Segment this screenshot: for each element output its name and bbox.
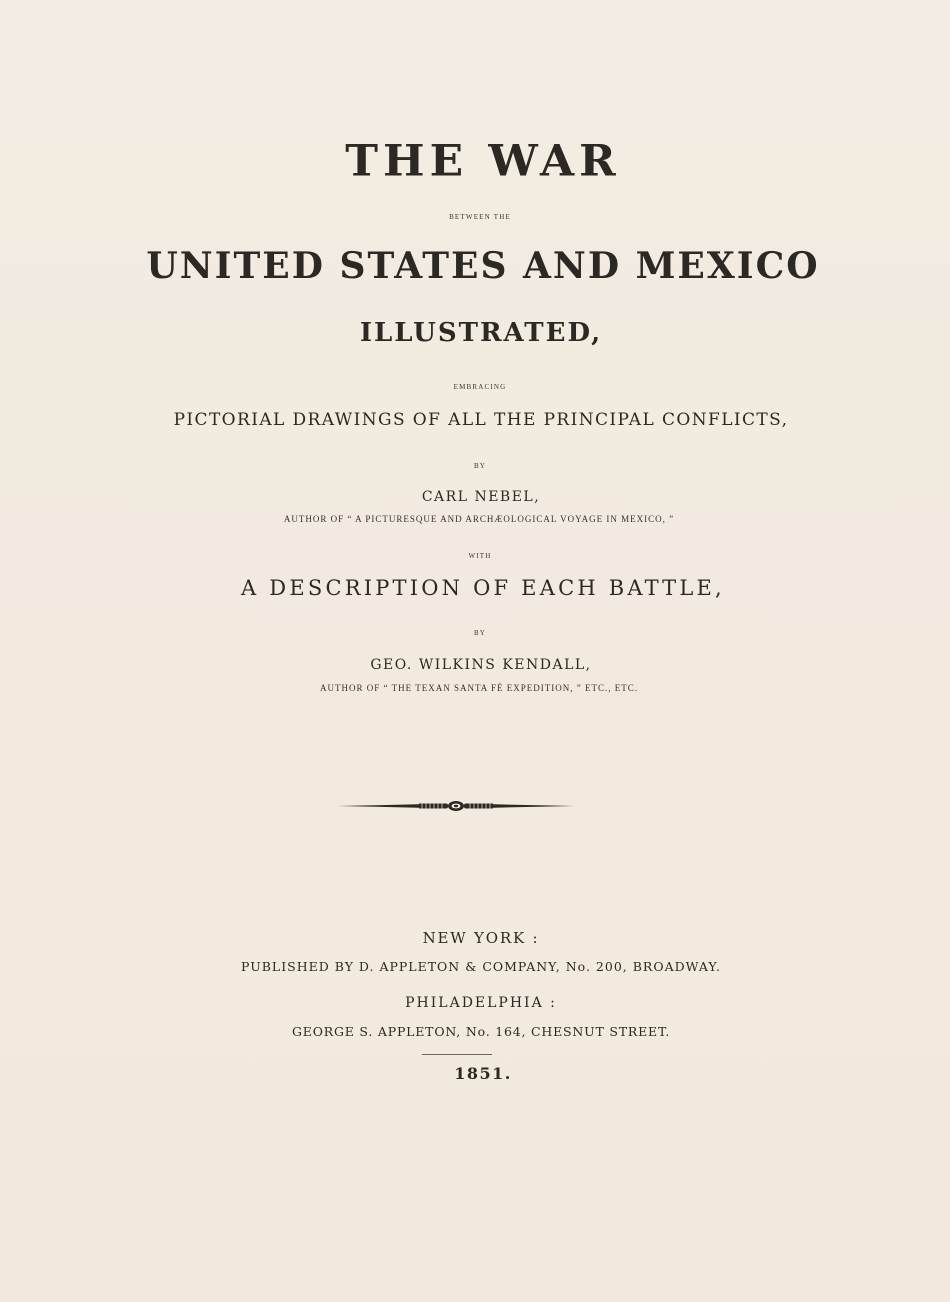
illustrator-name: CARL NEBEL, <box>421 489 541 505</box>
typographic-ornament-icon <box>338 797 574 815</box>
imprint-city-new-york: NEW YORK : <box>422 929 540 947</box>
description-heading: A DESCRIPTION OF EACH BATTLE, <box>241 576 725 600</box>
pictorial-drawings-line: PICTORIAL DRAWINGS OF ALL THE PRINCIPAL CONFLICTS, <box>173 410 789 430</box>
main-subject-heading: UNITED STATES AND MEXICO <box>146 245 820 287</box>
imprint-publisher-new-york: PUBLISHED BY D. APPLETON & COMPANY, No. 200, BROADWAY. <box>241 959 721 974</box>
by-text-illustrator: BY <box>473 462 487 470</box>
imprint-rule <box>422 1054 492 1055</box>
illustrator-credit: AUTHOR OF “ A PICTURESQUE AND ARCHÆOLOGICAL VOYAGE IN MEXICO, ” <box>283 514 675 524</box>
publication-year: 1851. <box>454 1064 512 1083</box>
imprint-publisher-philadelphia: GEORGE S. APPLETON, No. 164, CHESNUT STREET. <box>291 1024 671 1039</box>
between-the-text: BETWEEN THE <box>449 213 511 221</box>
book-title: THE WAR <box>345 136 621 187</box>
author-credit: AUTHOR OF “ THE TEXAN SANTA FÉ EXPEDITION, ” ETC., ETC. <box>320 683 638 693</box>
author-name: GEO. WILKINS KENDALL, <box>370 657 592 673</box>
with-text: WITH <box>468 552 492 560</box>
imprint-city-philadelphia: PHILADELPHIA : <box>405 995 557 1011</box>
by-text-author: BY <box>473 629 487 637</box>
embracing-text: EMBRACING <box>453 383 507 391</box>
illustrated-heading: ILLUSTRATED, <box>359 318 603 348</box>
